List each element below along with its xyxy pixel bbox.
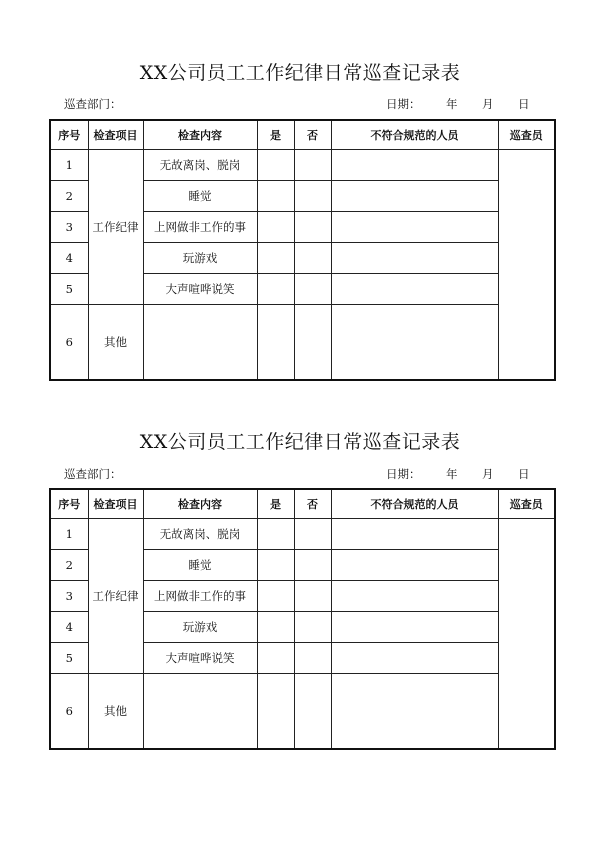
yes-cell[interactable] [257, 518, 294, 549]
no-cell[interactable] [294, 180, 331, 211]
inspection-table [49, 119, 556, 381]
header-inspector: 巡查员 [498, 489, 555, 518]
violators-cell[interactable] [331, 211, 498, 242]
violators-cell[interactable] [331, 273, 498, 304]
inspection-dept-label: 巡查部门： [64, 97, 122, 111]
header-serial-no: 序号 [50, 120, 88, 149]
violators-cell[interactable] [331, 611, 498, 642]
no-cell[interactable] [294, 642, 331, 673]
check-content: 无故离岗、脱岗 [143, 518, 257, 549]
inspection-dept-label: 巡查部门： [64, 467, 122, 481]
no-cell[interactable] [294, 304, 331, 380]
check-content[interactable] [143, 673, 257, 749]
violators-cell[interactable] [331, 149, 498, 180]
inspector-cell[interactable] [498, 149, 555, 380]
yes-cell[interactable] [257, 611, 294, 642]
year-label: 年 [446, 97, 458, 111]
check-content: 上网做非工作的事 [143, 211, 257, 242]
month-label: 月 [482, 467, 494, 481]
inspector-cell[interactable] [498, 518, 555, 749]
no-cell[interactable] [294, 549, 331, 580]
header-check-item: 检查项目 [88, 489, 143, 518]
no-cell[interactable] [294, 580, 331, 611]
month-label: 月 [482, 97, 494, 111]
category-work-discipline: 工作纪律 [88, 518, 143, 673]
no-cell[interactable] [294, 273, 331, 304]
header-inspector: 巡查员 [498, 120, 555, 149]
table-row [50, 673, 555, 749]
row-number: 2 [50, 180, 88, 211]
form-title: XX公司员工工作纪律日常巡查记录表 [139, 431, 461, 453]
yes-cell[interactable] [257, 673, 294, 749]
header-check-content: 检查内容 [143, 489, 257, 518]
header-check-content: 检查内容 [143, 120, 257, 149]
header-no: 否 [294, 120, 331, 149]
check-content: 玩游戏 [143, 242, 257, 273]
yes-cell[interactable] [257, 580, 294, 611]
check-content: 大声喧哗说笑 [143, 642, 257, 673]
no-cell[interactable] [294, 211, 331, 242]
check-content: 睡觉 [143, 549, 257, 580]
header-violators: 不符合规范的人员 [331, 120, 498, 149]
violators-cell[interactable] [331, 242, 498, 273]
day-label: 日 [518, 97, 530, 111]
no-cell[interactable] [294, 518, 331, 549]
row-number: 1 [50, 518, 88, 549]
violators-cell[interactable] [331, 549, 498, 580]
no-cell[interactable] [294, 149, 331, 180]
row-number: 4 [50, 242, 88, 273]
check-content: 无故离岗、脱岗 [143, 149, 257, 180]
check-content: 上网做非工作的事 [143, 580, 257, 611]
table-row [50, 149, 555, 180]
violators-cell[interactable] [331, 304, 498, 380]
check-content[interactable] [143, 304, 257, 380]
table-row [50, 304, 555, 380]
date-label: 日期： [386, 97, 421, 111]
row-number: 6 [50, 304, 88, 380]
no-cell[interactable] [294, 242, 331, 273]
table-header-row [50, 489, 555, 518]
year-label: 年 [446, 467, 458, 481]
day-label: 日 [518, 467, 530, 481]
row-number: 4 [50, 611, 88, 642]
yes-cell[interactable] [257, 211, 294, 242]
row-number: 3 [50, 580, 88, 611]
check-content: 大声喧哗说笑 [143, 273, 257, 304]
violators-cell[interactable] [331, 673, 498, 749]
no-cell[interactable] [294, 673, 331, 749]
inspection-table [49, 488, 556, 750]
category-other: 其他 [88, 673, 143, 749]
yes-cell[interactable] [257, 273, 294, 304]
row-number: 5 [50, 273, 88, 304]
yes-cell[interactable] [257, 180, 294, 211]
header-yes: 是 [257, 489, 294, 518]
row-number: 2 [50, 549, 88, 580]
date-label: 日期： [386, 467, 421, 481]
row-number: 1 [50, 149, 88, 180]
no-cell[interactable] [294, 611, 331, 642]
table-row [50, 518, 555, 549]
row-number: 5 [50, 642, 88, 673]
header-check-item: 检查项目 [88, 120, 143, 149]
table-header-row [50, 120, 555, 149]
check-content: 玩游戏 [143, 611, 257, 642]
violators-cell[interactable] [331, 580, 498, 611]
row-number: 3 [50, 211, 88, 242]
violators-cell[interactable] [331, 180, 498, 211]
header-yes: 是 [257, 120, 294, 149]
yes-cell[interactable] [257, 642, 294, 673]
violators-cell[interactable] [331, 518, 498, 549]
row-number: 6 [50, 673, 88, 749]
violators-cell[interactable] [331, 642, 498, 673]
yes-cell[interactable] [257, 149, 294, 180]
category-work-discipline: 工作纪律 [88, 149, 143, 304]
header-violators: 不符合规范的人员 [331, 489, 498, 518]
yes-cell[interactable] [257, 242, 294, 273]
form-title: XX公司员工工作纪律日常巡查记录表 [139, 62, 461, 84]
category-other: 其他 [88, 304, 143, 380]
check-content: 睡觉 [143, 180, 257, 211]
header-no: 否 [294, 489, 331, 518]
header-serial-no: 序号 [50, 489, 88, 518]
yes-cell[interactable] [257, 549, 294, 580]
yes-cell[interactable] [257, 304, 294, 380]
